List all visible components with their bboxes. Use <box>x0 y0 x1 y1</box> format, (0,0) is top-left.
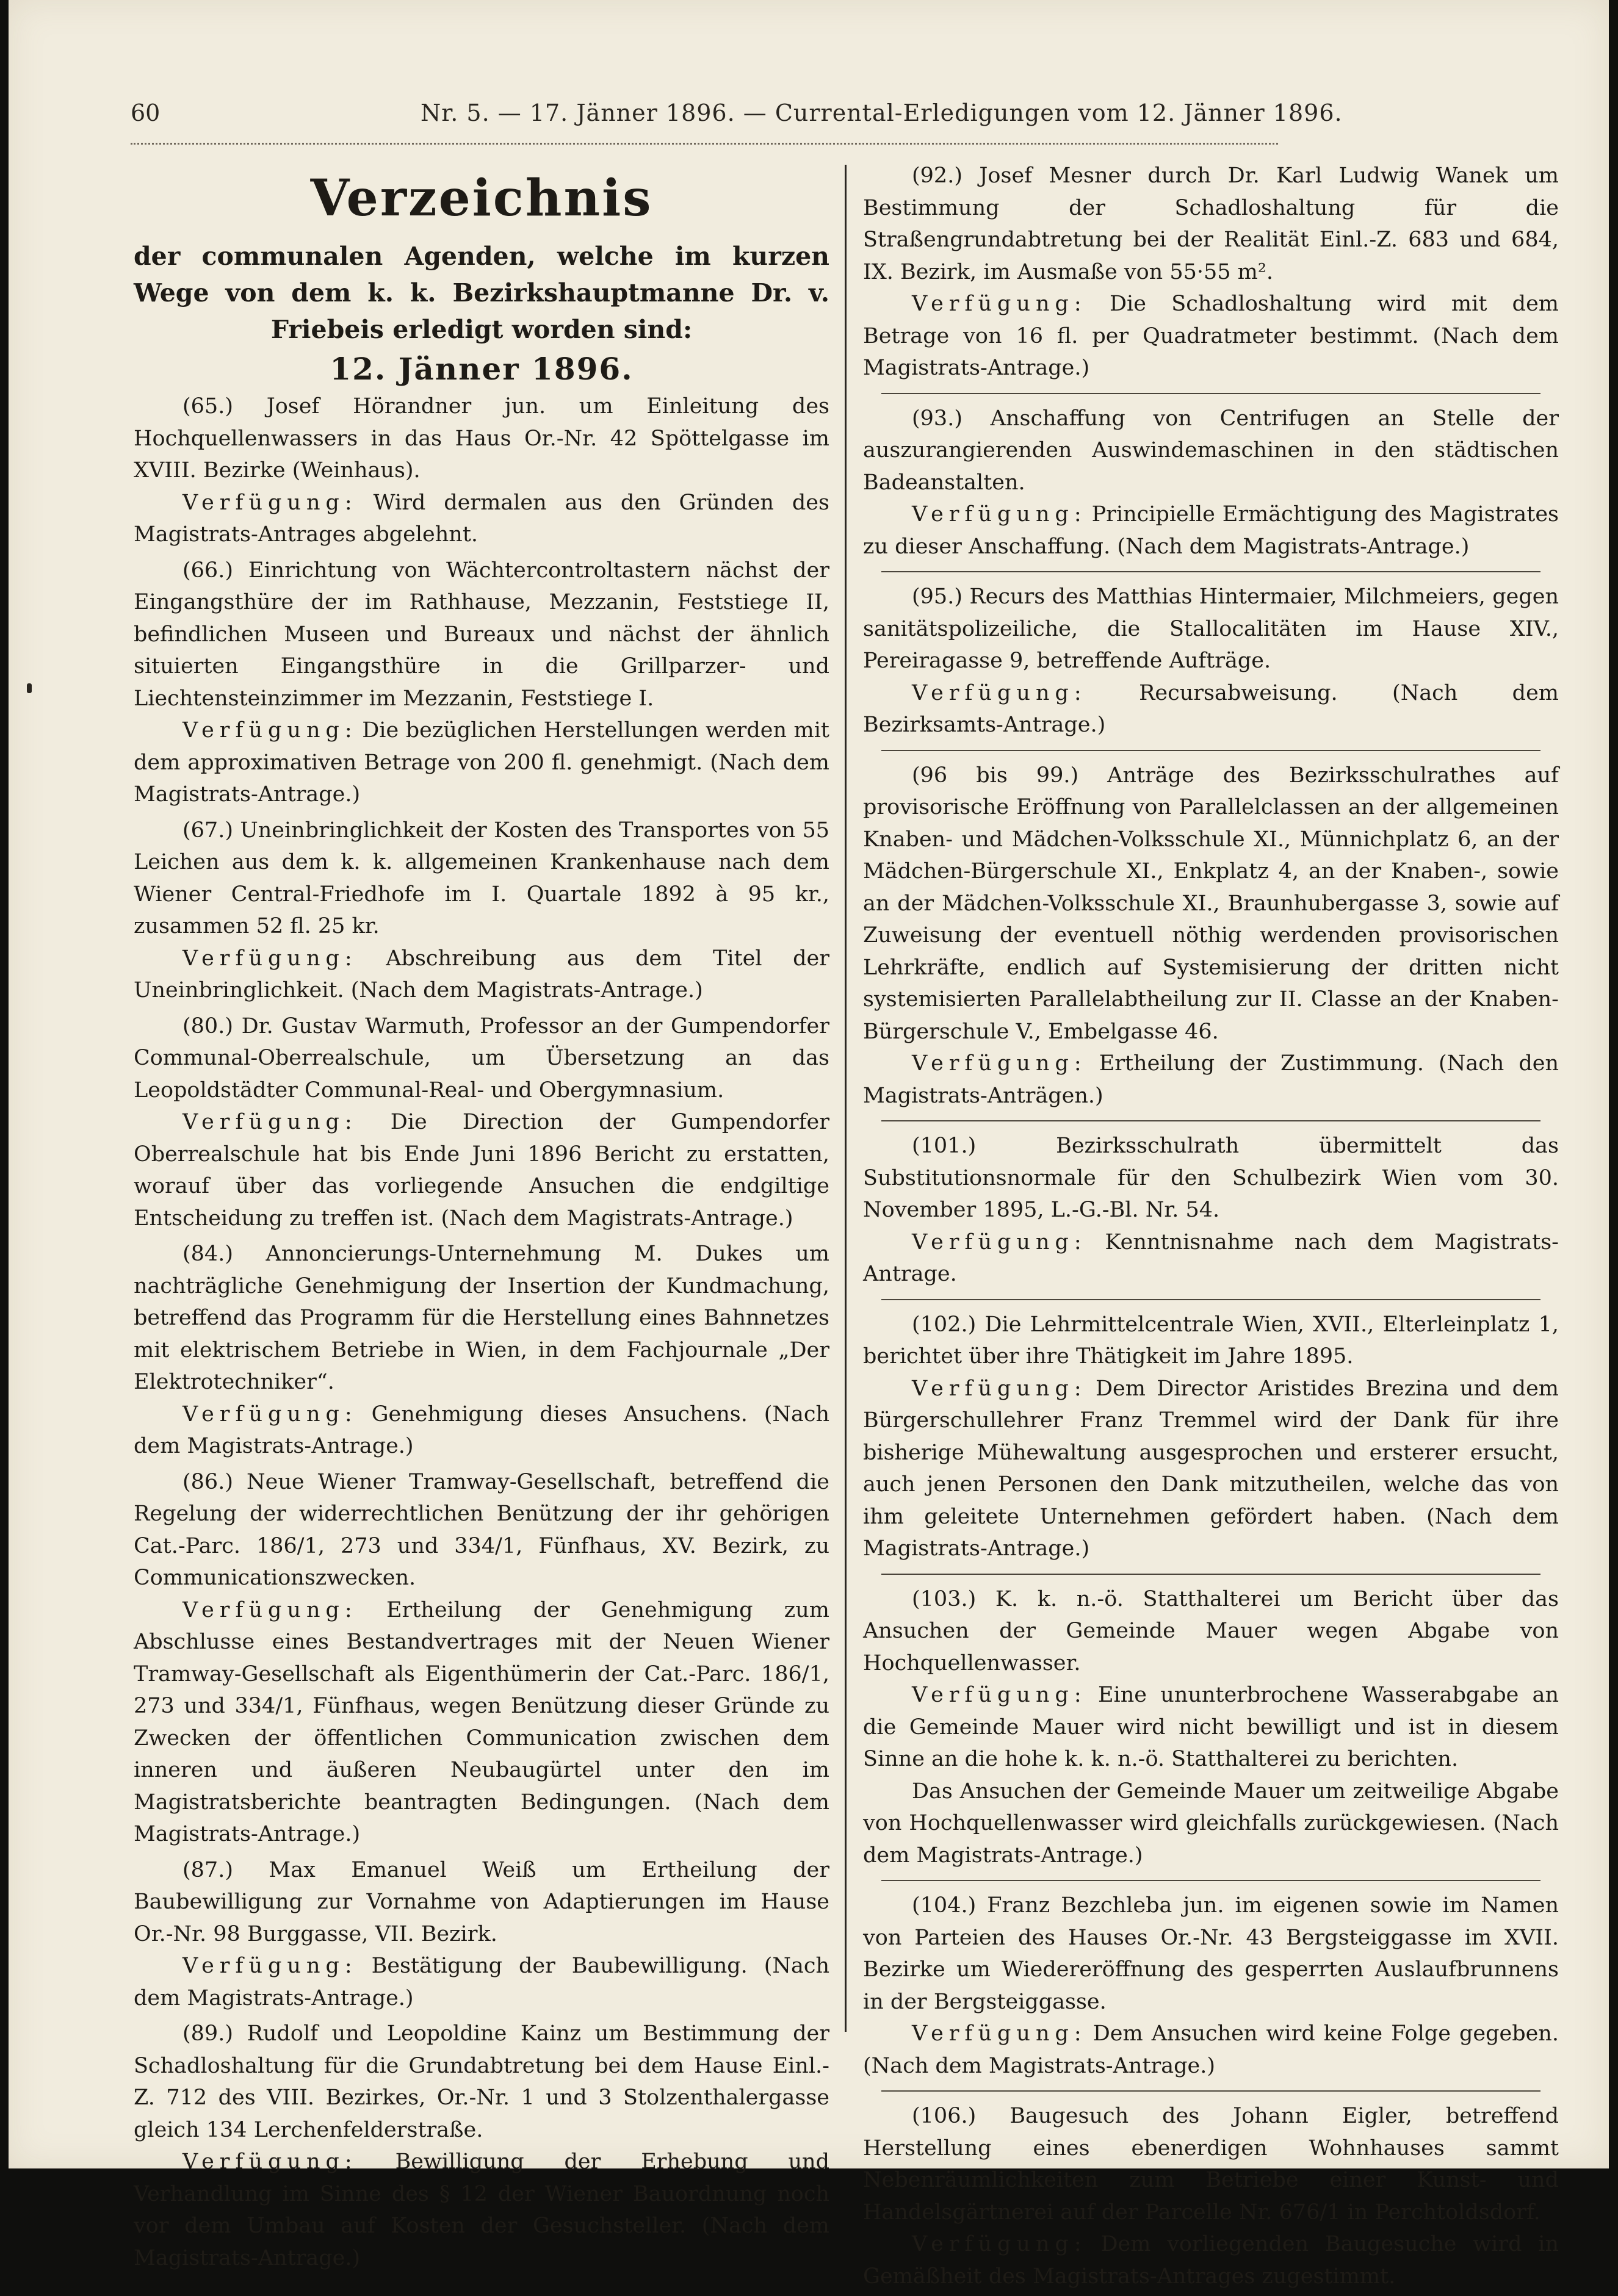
entry-text: (66.) Einrichtung von Wächtercontroltastern nächst der Eingangsthüre der im Rathhause, Mezzanin, Feststiege II, befindlichen Museen und Bureaux und nächst der ähnlich situierten Eingangsthüre in die Grillparzer- und Liechtensteinzimmer im Mezzanin, Feststiege I. <box>134 558 829 711</box>
entry-text: (102.) Die Lehrmittelcentrale Wien, XVII., Elterleinplatz 1, berichtet über ihre Thätigkeit im Jahre 1895. <box>863 1312 1559 1369</box>
decision-label: Verfügung: <box>182 1110 358 1134</box>
decision-text: Kenntnisnahme nach dem Magistrats-Antrage. <box>863 1229 1559 1286</box>
entry-text: (104.) Franz Bezchleba jun. im eigenen sowie im Namen von Parteien des Hauses Or.-Nr. 43 Bergsteiggasse im XVII. Bezirke um Wiedereröffnung des gesperrten Auslaufbrunnens in der Bergsteiggasse. <box>863 1893 1559 2014</box>
entry-decision <box>863 498 1559 563</box>
entry-separator <box>881 1119 1540 1121</box>
decision-label: Verfügung: <box>912 680 1087 705</box>
agenda-entry <box>134 2018 829 2274</box>
entry-decision <box>134 1398 829 1463</box>
entry-text: (89.) Rudolf und Leopoldine Kainz um Bestimmung der Schadloshaltung für die Grundabtretung bei dem Hause Einl.-Z. 712 des VIII. Bezirkes, Or.-Nr. 1 und 3 Stolzenthalergasse gleich 134 Lerchenfelderstraße. <box>134 2021 829 2142</box>
entry-decision <box>134 1106 829 1234</box>
entry-decision <box>863 2018 1559 2082</box>
newspaper-page <box>9 0 1609 2289</box>
entry-separator <box>881 1298 1540 1300</box>
agenda-entry <box>134 1010 829 1235</box>
entry-text: (95.) Recurs des Matthias Hintermaier, Milchmeiers, gegen sanitätspolizeiliche, die Stallocalitäten im Hause XIV., Pereiragasse 9, betreffende Aufträge. <box>863 585 1559 673</box>
entry-decision <box>863 1226 1559 1290</box>
decision-label: Verfügung: <box>912 2021 1087 2046</box>
decision-label: Verfügung: <box>912 292 1087 316</box>
agenda-entry <box>134 815 829 1007</box>
decision-text: Dem Ansuchen wird keine Folge gegeben. (Nach dem Magistrats-Antrage.) <box>863 2021 1559 2078</box>
entry-decision <box>863 1679 1559 1776</box>
decision-text: Principielle Ermächtigung des Magistrates zu dieser Anschaffung. (Nach dem Magistrats-Antrage.) <box>863 502 1559 559</box>
decision-label: Verfügung: <box>182 1597 358 1622</box>
entry-text: (80.) Dr. Gustav Warmuth, Professor an der Gumpendorfer Communal-Oberrealschule, um Übersetzung an das Leopoldstädter Communal-Real- und Obergymnasium. <box>134 1013 829 1103</box>
entry-separator <box>881 570 1540 572</box>
entry-text: (106.) Baugesuch des Johann Eigler, betreffend Herstellung eines ebenerdigen Wohnhauses sammt Nebenräumlichkeiten zum Betriebe einer Kunst- und Handelsgärtnerei auf der Parcelle Nr. 676/1 in Perchtoldsdorf. <box>863 2104 1559 2225</box>
decision-text: Recursabweisung. (Nach dem Bezirksamts-Antrage.) <box>863 680 1559 737</box>
entry-decision <box>134 943 829 1007</box>
decision-text: Eine ununterbrochene Wasserabgabe an die Gemeinde Mauer wird nicht bewilligt und ist in diesem Sinne an die hohe k. k. n.-ö. Statthalterei zu berichten. <box>863 1683 1559 1771</box>
agenda-entry <box>863 2100 1559 2292</box>
left-entries <box>134 390 829 2274</box>
doc-date: 12. Jänner 1896. <box>330 351 634 387</box>
agenda-entry <box>134 390 829 551</box>
agenda-entry <box>863 1130 1559 1290</box>
entry-extra: Das Ansuchen der Gemeinde Mauer um zeitweilige Abgabe von Hochquellenwasser wird gleichfalls zurückgewiesen. (Nach dem Magistrats-Antrage.) <box>863 1779 1559 1868</box>
entry-decision <box>134 1594 829 1851</box>
entry-decision <box>134 714 829 811</box>
decision-label: Verfügung: <box>182 946 358 971</box>
page-number: 60 <box>131 99 161 126</box>
right-entries <box>863 160 1559 2292</box>
right-column <box>863 160 1559 2296</box>
decision-label: Verfügung: <box>182 490 358 515</box>
decision-text: Die Schadloshaltung wird mit dem Betrage von 16 fl. per Quadratmeter bestimmt. (Nach dem Magistrats-Antrage.) <box>863 292 1559 380</box>
entry-text: (96 bis 99.) Anträge des Bezirksschulrathes auf provisorische Eröffnung von Parallelclassen an der allgemeinen Knaben- und Mädchen-Volksschule XI., Münnichplatz 6, an der Mädchen-Bürgerschule XI., Enkplatz 4, an der Knaben-, sowie an der Mädchen-Volksschule XI., Braunhubergasse 3, sowie auf Zuweisung der eventuell nöthig werdenden provisorischen Lehrkräfte, endlich auf Systemisierung der dritten nicht systemisierten Parallelabtheilung zur II. Classe an der Knaben-Bürgerschule V., Embelgasse 46. <box>863 763 1559 1044</box>
agenda-entry <box>134 1854 829 2015</box>
decision-label: Verfügung: <box>182 718 358 743</box>
decision-text: Die Direction der Gumpendorfer Oberrealschule hat bis Ende Juni 1896 Bericht zu erstatten, worauf über das vorliegende Ansuchen die endgiltige Entscheidung zu treffen ist. (Nach dem Magistrats-Antrage.) <box>134 1110 829 1231</box>
doc-subtitle: der communalen Agenden, welche im kurzen Wege von dem k. k. Bezirkshauptmanne Dr. v. Friebeis erledigt worden sind: <box>134 242 829 344</box>
entry-separator <box>881 749 1540 751</box>
entry-text: (101.) Bezirksschulrath übermittelt das Substitutionsnormale für den Schulbezirk Wien vom 30. November 1895, L.-G.-Bl. Nr. 54. <box>863 1134 1559 1222</box>
agenda-entry <box>863 1583 1559 1872</box>
decision-text: Dem Director Aristides Brezina und dem Bürgerschullehrer Franz Tremmel wird der Dank für ihre bisherige Mühewaltung ausgesprochen und ersterer ersucht, auch jenen Personen den Dank mitzutheilen, welche das von ihm geleitete Unternehmen gefördert haben. (Nach dem Magistrats-Antrage.) <box>863 1376 1559 1561</box>
entry-text: (84.) Annoncierungs-Unternehmung M. Dukes um nachträgliche Genehmigung der Insertion der Kundmachung, betreffend das Programm für die Herstellung eines Bahnnetzes mit elektrischem Betriebe in Wien, in dem Fachjournale „Der Elektrotechniker“. <box>134 1242 829 1394</box>
ink-spot <box>27 683 32 693</box>
decision-text: Genehmigung dieses Ansuchens. (Nach dem Magistrats-Antrage.) <box>134 1402 829 1458</box>
entry-separator <box>881 392 1540 394</box>
decision-label: Verfügung: <box>182 1402 358 1427</box>
entry-text: (92.) Josef Mesner durch Dr. Karl Ludwig Wanek um Bestimmung der Schadloshaltung für die Straßengrundabtretung bei der Realität Einl.-Z. 683 und 684, IX. Bezirk, im Ausmaße von 55·55 m². <box>863 164 1559 284</box>
header-rule <box>131 138 1278 145</box>
decision-label: Verfügung: <box>912 502 1087 527</box>
page-header <box>131 92 1343 134</box>
left-column <box>134 159 829 2278</box>
entry-text: (65.) Josef Hörandner jun. um Einleitung des Hochquellenwassers in das Haus Or.-Nr. 42 Spöttelgasse im XVIII. Bezirke (Weinhaus). <box>134 394 829 483</box>
entry-text: (103.) K. k. n.-ö. Statthalterei um Bericht über das Ansuchen der Gemeinde Mauer wegen Abgabe von Hochquellenwasser. <box>863 1586 1559 1675</box>
doc-title: Verzeichnis <box>310 169 653 228</box>
entry-separator <box>881 1879 1540 1881</box>
entry-text: (86.) Neue Wiener Tramway-Gesellschaft, betreffend die Regelung der widerrechtlichen Benützung der ihr gehörigen Cat.-Parc. 186/1, 273 und 334/1, Fünfhaus, XV. Bezirk, zu Communicationszwecken. <box>134 1469 829 1590</box>
column-rule <box>845 165 847 2032</box>
agenda-entry <box>863 1890 1559 2082</box>
decision-text: Dem vorliegenden Baugesuche wird in Gemäßheit des Magistrats-Antrages zugestimmt. <box>863 2232 1559 2289</box>
running-head: Nr. 5. — 17. Jänner 1896. — Currental-Erledigungen vom 12. Jänner 1896. <box>421 99 1343 126</box>
entry-decision <box>863 288 1559 384</box>
entry-decision <box>863 2228 1559 2292</box>
entry-separator <box>881 2089 1540 2092</box>
decision-label: Verfügung: <box>912 1229 1087 1254</box>
entry-text: (93.) Anschaffung von Centrifugen an Stelle der auszurangierenden Auswindemaschinen in den städtischen Badeanstalten. <box>863 406 1559 495</box>
decision-label: Verfügung: <box>912 1683 1087 1707</box>
decision-text: Abschreibung aus dem Titel der Uneinbringlichkeit. (Nach dem Magistrats-Antrage.) <box>134 946 829 1002</box>
agenda-entry <box>134 1238 829 1463</box>
agenda-entry <box>134 555 829 811</box>
entry-text: (67.) Uneinbringlichkeit der Kosten des Transportes von 55 Leichen aus dem k. k. allgemeinen Krankenhause nach dem Wiener Central-Friedhofe im I. Quartale 1892 à 95 kr., zusammen 52 fl. 25 kr. <box>134 818 829 938</box>
entry-decision <box>863 677 1559 741</box>
decision-label: Verfügung: <box>182 2150 358 2174</box>
entry-decision <box>134 1950 829 2014</box>
decision-text: Ertheilung der Genehmigung zum Abschlusse eines Bestandvertrages mit der Neuen Wiener Tramway-Gesellschaft als Eigenthümerin der Cat.-Parc. 186/1, 273 und 334/1, Fünfhaus, wegen Benützung dieser Gründe zu Zwecken der öffentlichen Communication zwischen dem inneren und äußeren Neubaugürtel unter den im Magistratsberichte beantragten Bedingungen. (Nach dem Magistrats-Antrage.) <box>134 1597 829 1846</box>
agenda-entry <box>863 581 1559 741</box>
title-block <box>134 165 829 390</box>
agenda-entry <box>863 1309 1559 1565</box>
entry-decision <box>134 487 829 551</box>
agenda-entry <box>863 760 1559 1112</box>
decision-text: Die bezüglichen Herstellungen werden mit dem approximativen Betrage von 200 fl. genehmigt. (Nach dem Magistrats-Antrage.) <box>134 718 829 807</box>
decision-text: Ertheilung der Zustimmung. (Nach den Magistrats-Anträgen.) <box>863 1051 1559 1108</box>
agenda-entry <box>863 160 1559 384</box>
entry-separator <box>881 1572 1540 1575</box>
decision-text: Bestätigung der Baubewilligung. (Nach dem Magistrats-Antrage.) <box>134 1954 829 2010</box>
decision-label: Verfügung: <box>912 2232 1087 2256</box>
entry-decision <box>863 1373 1559 1565</box>
decision-text: Wird dermalen aus den Gründen des Magistrats-Antrages abgelehnt. <box>134 490 829 547</box>
entry-text: (87.) Max Emanuel Weiß um Ertheilung der Baubewilligung zur Vornahme von Adaptierungen im Hause Or.-Nr. 98 Burggasse, VII. Bezirk. <box>134 1857 829 1946</box>
decision-label: Verfügung: <box>912 1051 1087 1076</box>
agenda-entry <box>863 403 1559 563</box>
entry-decision <box>863 1048 1559 1112</box>
entry-decision <box>134 2146 829 2274</box>
decision-label: Verfügung: <box>912 1376 1087 1401</box>
decision-text: Bewilligung der Erhebung und Verhandlung im Sinne des § 12 der Wiener Bauordnung noch vor dem Umbau auf Kosten der Gesuchsteller. (Nach dem Magistrats-Antrage.) <box>134 2150 829 2270</box>
decision-label: Verfügung: <box>182 1954 358 1978</box>
agenda-entry <box>134 1466 829 1851</box>
